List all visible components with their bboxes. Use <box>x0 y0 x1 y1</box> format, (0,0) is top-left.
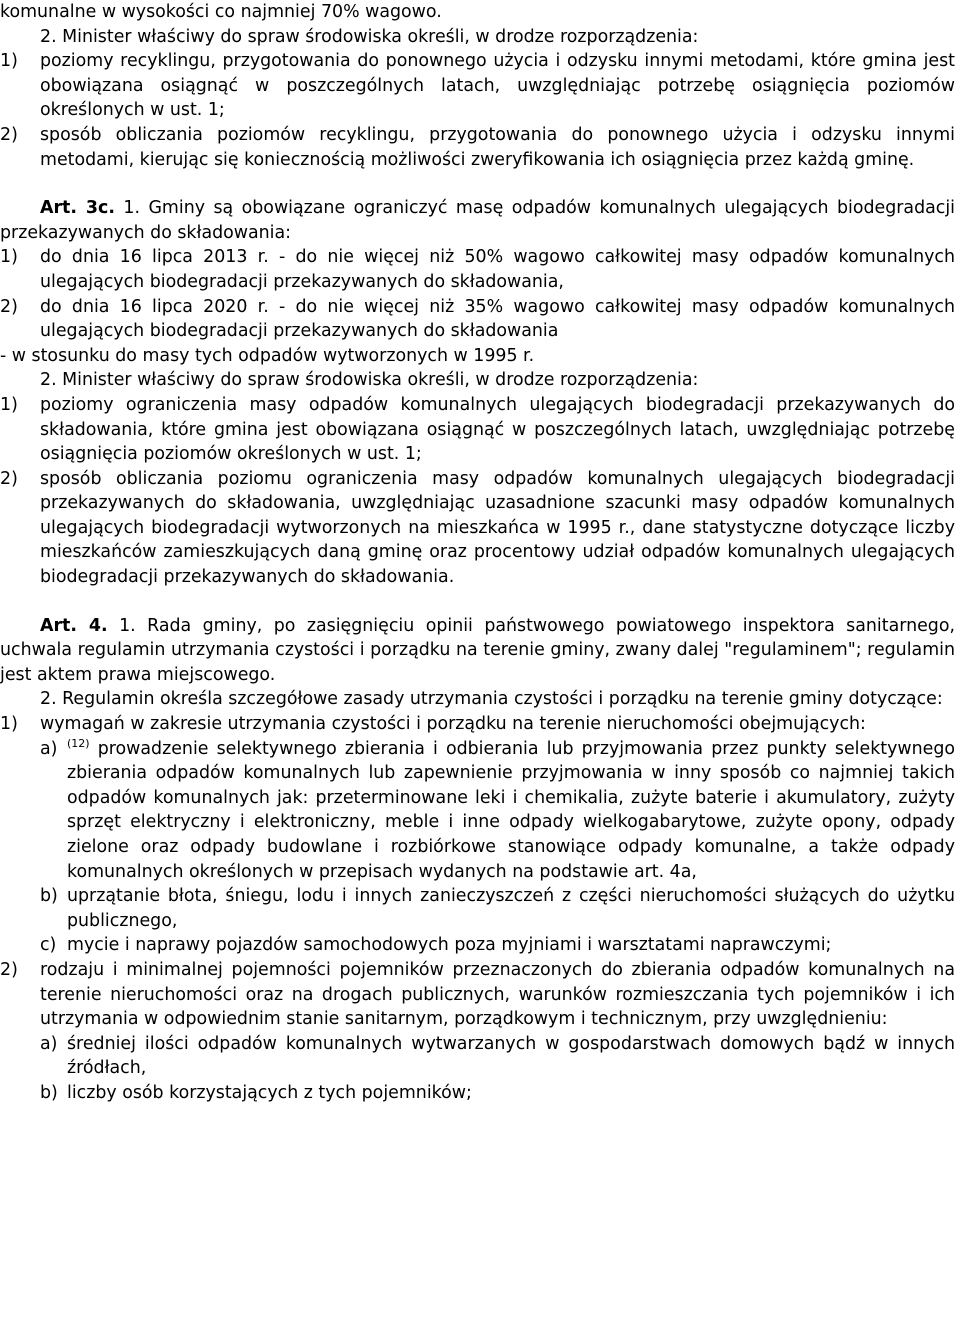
sub-item-letter: a) <box>40 738 58 759</box>
sub-item-text: mycie i naprawy pojazdów samochodowych poza myjniami i warsztatami naprawczymi; <box>67 935 832 956</box>
item-number: 1) <box>0 394 18 415</box>
list-item <box>0 393 955 467</box>
sub-list-item <box>40 1081 955 1106</box>
item-number: 2) <box>0 468 18 489</box>
art3c-section-2-intro: 2. Minister właściwy do spraw środowiska określi, w drodze rozporządzenia: <box>40 370 699 391</box>
list-item <box>0 712 955 737</box>
art4-section-1 <box>0 614 955 688</box>
list-item <box>0 123 955 172</box>
sub-item-letter: a) <box>40 1033 58 1054</box>
list-item <box>0 245 955 294</box>
list-item <box>0 467 955 590</box>
paragraph-tail: - w stosunku do masy tych odpadów wytworzonych w 1995 r. <box>0 345 535 366</box>
art3c-section-1 <box>0 196 955 245</box>
sub-list-item <box>40 737 955 885</box>
paragraph-gap <box>0 172 955 196</box>
item-number: 1) <box>0 51 18 72</box>
sub-item-text <box>67 737 955 885</box>
item-number: 2) <box>0 959 18 980</box>
item-text: do dnia 16 lipca 2020 r. - do nie więcej niż 35% wagowo całkowitej masy odpadów komunalnych ulegających biodegradacji przekazywanych do składowania <box>40 296 955 342</box>
item-number: 1) <box>0 247 18 268</box>
item-number: 1) <box>0 714 18 735</box>
art3b-section-2-intro: 2. Minister właściwy do spraw środowiska określi, w drodze rozporządzenia: <box>40 26 699 47</box>
article-lead-text: 1. Gminy są obowiązane ograniczyć masę odpadów komunalnych ulegających biodegradacji przekazywanych do składowania: <box>0 198 956 243</box>
sub-list-item <box>40 884 955 933</box>
footnote-ref: (12) <box>67 736 90 750</box>
list-item <box>0 295 955 344</box>
item-text: sposób obliczania poziomu ograniczenia masy odpadów komunalnych ulegających biodegradacji przekazywanych do składowania, uwzględniając uzasadnione szacunki masy odpadów komunalnych ulegających biodegradacji wytworzonych na mieszkańca w 1995 r., dane statystyczne dotyczące liczby mieszkańców zamieszkujących daną gminę oraz procentowy udział odpadów komunalnych ulegających biodegradacji przekazywanych do składowania. <box>40 468 955 588</box>
item-text: wymagań w zakresie utrzymania czystości i porządku na terenie nieruchomości obejmujących: <box>40 714 866 735</box>
sub-list-item <box>40 1032 955 1081</box>
article-label: Art. 4. <box>40 615 108 636</box>
article-label: Art. 3c. <box>40 198 115 219</box>
item-text: rodzaju i minimalnej pojemności pojemników przeznaczonych do zbierania odpadów komunalnych na terenie nieruchomości oraz na drogach publicznych, warunków rozmieszczania tych pojemników i ich utrzymania w odpowiednim stanie sanitarnym, porządkowym i technicznym, przy uwzględnieniu: <box>40 959 955 1030</box>
sub-item-letter: b) <box>40 886 58 907</box>
item-text: poziomy recyklingu, przygotowania do ponownego użycia i odzysku innymi metodami, które gmina jest obowiązana osiągnąć w poszczególnych latach, uwzględniając potrzebę osiągnięcia poziomów określonych w ust. 1; <box>40 51 955 121</box>
sub-item-letter: c) <box>40 935 57 956</box>
item-number: 2) <box>0 296 18 317</box>
paragraph-continuation: komunalne w wysokości co najmniej 70% wagowo. <box>0 2 442 22</box>
art4-section-2: 2. Regulamin określa szczegółowe zasady utrzymania czystości i porządku na terenie gminy dotyczące: <box>40 689 943 710</box>
sub-item-text: uprzątanie błota, śniegu, lodu i innych zanieczyszczeń z części nieruchomości służących do użytku publicznego, <box>67 886 955 931</box>
article-lead-text: 1. Rada gminy, po zasięgnięciu opinii państwowego powiatowego inspektora sanitarnego, uchwala regulamin utrzymania czystości i porządku na terenie gminy, zwany dalej "regulaminem"; regulamin jest aktem prawa miejscowego. <box>0 615 955 685</box>
sub-list-item <box>40 933 955 958</box>
sub-item-text: średniej ilości odpadów komunalnych wytwarzanych w gospodarstwach domowych bądź w innych źródłach, <box>67 1033 955 1079</box>
list-item <box>0 958 955 1032</box>
sub-item-text: liczby osób korzystających z tych pojemników; <box>67 1082 472 1103</box>
item-text: poziomy ograniczenia masy odpadów komunalnych ulegających biodegradacji przekazywanych do składowania, które gmina jest obowiązana osiągnąć w poszczególnych latach, uwzględniając potrzebę osiągnięcia poziomów określonych w ust. 1; <box>40 394 955 465</box>
sub-item-letter: b) <box>40 1082 58 1103</box>
item-text: sposób obliczania poziomów recyklingu, przygotowania do ponownego użycia i odzysku innymi metodami, kierując się koniecznością możliwości zweryfikowania ich osiągnięcia przez każdą gminę. <box>40 124 955 170</box>
paragraph-gap <box>0 590 955 614</box>
item-text: do dnia 16 lipca 2013 r. - do nie więcej niż 50% wagowo całkowitej masy odpadów komunalnych ulegających biodegradacji przekazywanych do składowania, <box>40 247 955 292</box>
sub-item-body: prowadzenie selektywnego zbierania i odbierania lub przyjmowania przez punkty selektywnego zbierania odpadów komunalnych lub zapewnienie przyjmowania w inny sposób co najmniej takich odpadów komunalnych jak: przeterminowane leki i chemikalia, zużyte baterie i akumulatory, zużyty sprzęt elektryczny i elektroniczny, meble i inne odpady wielkogabarytowe, zużyte opony, odpady zielone oraz odpady budowlane i rozbiórkowe stanowiące odpady komunalne, a także odpady komunalnych określonych w przepisach wydanych na podstawie art. 4a, <box>67 738 955 882</box>
list-item <box>0 49 955 123</box>
item-number: 2) <box>0 124 18 145</box>
